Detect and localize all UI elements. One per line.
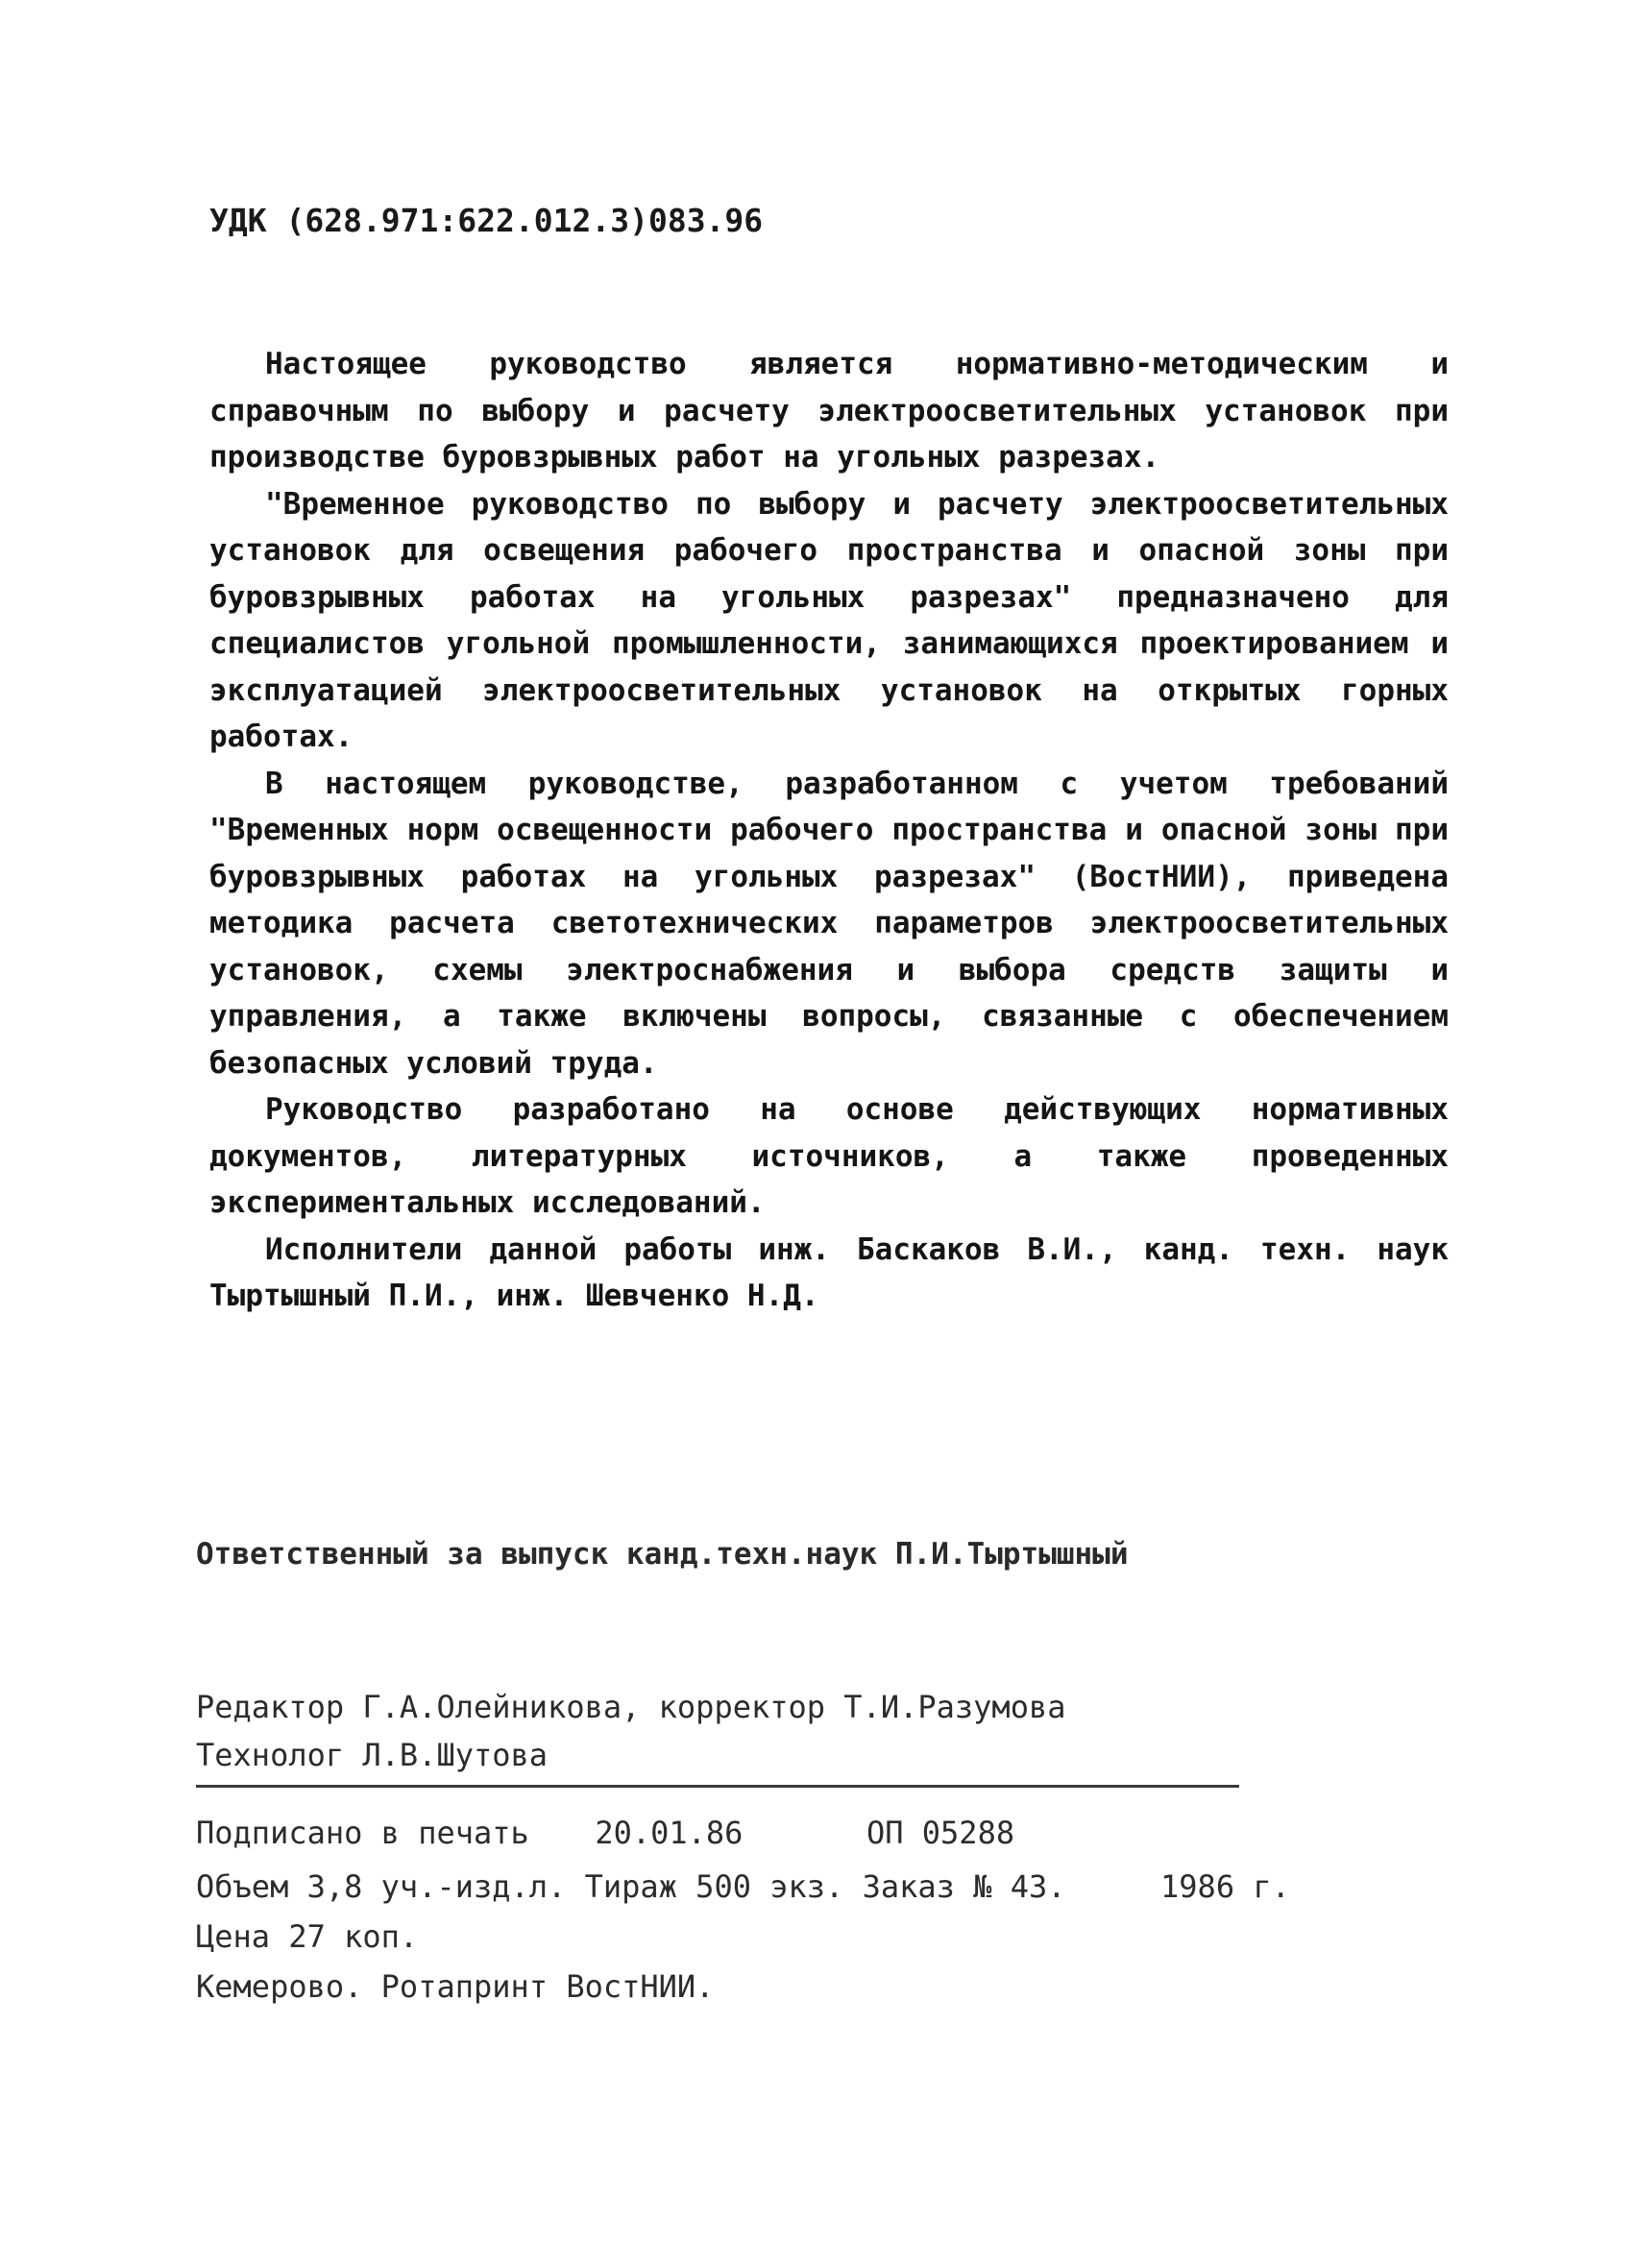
imprint-staff bbox=[196, 1683, 1253, 1779]
signed-line bbox=[196, 1806, 1445, 1860]
volume-text: Объем 3,8 уч.-изд.л. Тираж 500 экз. Заказ № 43. bbox=[196, 1868, 1066, 1905]
printer-line: Кемерово. Ротапринт ВостНИИ. bbox=[196, 1968, 715, 2005]
abstract-paragraph-3: В настоящем руководстве, разработанном с учетом требований "Временных норм освещенности рабочего пространства и опасной зоны при буровзрывных работах на угольных разрезах" (ВостНИИ), приведена методика расчета светотехнических параметров электроосветительных установок, схемы электроснабжения и выбора средств защиты и управления, а также включены вопросы, связанные с обеспечением безопасных условий труда. bbox=[209, 766, 1449, 1081]
divider-rule bbox=[196, 1785, 1239, 1788]
responsible-editor: Ответственный за выпуск канд.техн.наук П.И.Тыртышный bbox=[196, 1537, 1129, 1572]
technologist-line: Технолог Л.В.Шутова bbox=[196, 1737, 549, 1773]
signed-date: 20.01.86 bbox=[595, 1815, 744, 1851]
abstract bbox=[209, 341, 1449, 1320]
abstract-paragraph-1: Настоящее руководство является нормативно-методическим и справочным по выбору и расчету электроосветительных установок при производстве буровзрывных работ на угольных разрезах. bbox=[209, 347, 1449, 475]
udk-code: УДК (628.971:622.012.3)083.96 bbox=[209, 202, 764, 239]
volume-line bbox=[196, 1860, 1445, 1914]
editor-line: Редактор Г.А.Олейникова, корректор Т.И.Разумова bbox=[196, 1689, 1066, 1725]
price-line: Цена 27 коп. bbox=[196, 1918, 419, 1955]
op-number: ОП 05288 bbox=[866, 1815, 1015, 1851]
abstract-paragraph-5: Исполнители данной работы инж. Баскаков В.И., канд. техн. наук Тыртышный П.И., инж. Шевченко Н.Д. bbox=[209, 1232, 1449, 1313]
abstract-paragraph-2: "Временное руководство по выбору и расчету электроосветительных установок для освещения рабочего пространства и опасной зоны при буровзрывных работах на угольных разрезах" предназначено для специалистов угольной промышленности, занимающихся проектированием и эксплуатацией электроосветительных установок на открытых горных работах. bbox=[209, 486, 1449, 754]
abstract-paragraph-4: Руководство разработано на основе действующих нормативных документов, литературных источников, а также проведенных экспериментальных исследований. bbox=[209, 1092, 1449, 1220]
year-text: 1986 г. bbox=[1160, 1868, 1290, 1905]
imprint-details bbox=[196, 1806, 1445, 2013]
signed-label: Подписано в печать bbox=[196, 1815, 529, 1851]
